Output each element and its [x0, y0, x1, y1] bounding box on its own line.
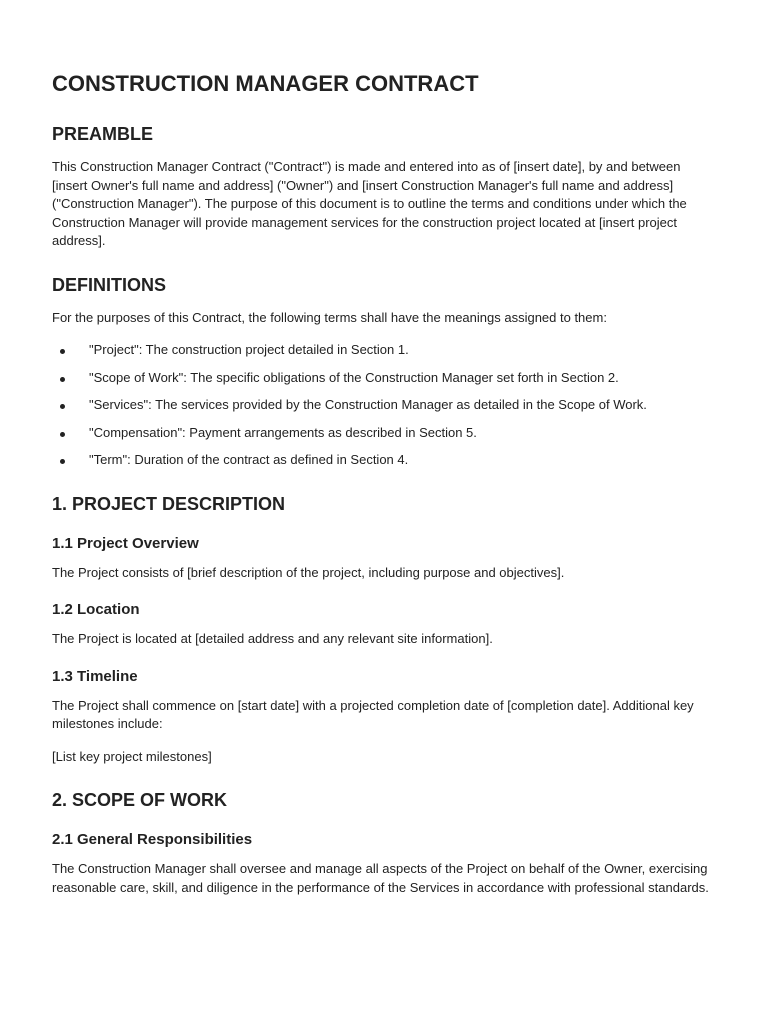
- document-title: CONSTRUCTION MANAGER CONTRACT: [52, 71, 479, 96]
- bullet-icon: [60, 349, 65, 354]
- section-2-1-heading: 2.1 General Responsibilities: [52, 831, 253, 848]
- section-1-2-heading: 1.2 Location: [52, 601, 140, 618]
- definitions-intro: For the purposes of this Contract, the following terms shall have the meanings assigned to them:: [52, 309, 607, 325]
- list-item-text: "Scope of Work": The specific obligations of the Construction Manager set forth in Section 2.: [89, 369, 619, 385]
- list-item: [52, 369, 710, 388]
- section-1-3-heading: 1.3 Timeline: [52, 667, 138, 685]
- definitions-list: [52, 341, 710, 470]
- list-item: [52, 341, 710, 360]
- list-item-text: "Project": The construction project detailed in Section 1.: [89, 342, 409, 357]
- section-1-1-text: The Project consists of [brief description of the project, including purpose and objectives].: [52, 564, 565, 580]
- section-2-heading: 2. SCOPE OF WORK: [52, 790, 228, 810]
- preamble-heading: PREAMBLE: [52, 124, 154, 144]
- section-1-heading: 1. PROJECT DESCRIPTION: [52, 493, 286, 514]
- list-item: [52, 396, 710, 415]
- bullet-icon: [60, 459, 65, 464]
- preamble-text: This Construction Manager Contract ("Contract") is made and entered into as of [insert date], by and between [insert Owner's full name and address] ("Owner") and [insert Construction Manager's full name and address] ("Construction Manager"). The purpose of this document is to outline the terms and conditions under which the Construction Manager will provide management services for the construction project located at [insert project address].: [52, 159, 687, 248]
- definitions-heading: DEFINITIONS: [52, 274, 167, 295]
- list-item-text: "Services": The services provided by the Construction Manager as detailed in the Scope of Work.: [89, 397, 647, 412]
- bullet-icon: [60, 404, 65, 409]
- section-1-1-heading: 1.1 Project Overview: [52, 534, 199, 552]
- list-item-text: "Term": Duration of the contract as defined in Section 4.: [89, 452, 409, 467]
- section-1-2-text: The Project is located at [detailed address and any relevant site information].: [52, 631, 493, 646]
- bullet-icon: [60, 377, 65, 382]
- list-item: [52, 424, 710, 443]
- section-2-1-text: The Construction Manager shall oversee and manage all aspects of the Project on behalf of the Owner, exercising reasonable care, skill, and diligence in the performance of the Services in accordance with professional standards.: [52, 861, 709, 895]
- section-1-3-text: The Project shall commence on [start date] with a projected completion date of [completion date]. Additional key milestones include:: [52, 697, 694, 731]
- section-1-3-milestones: [List key project milestones]: [52, 748, 212, 764]
- list-item: [52, 451, 710, 470]
- list-item-text: "Compensation": Payment arrangements as described in Section 5.: [89, 424, 477, 440]
- bullet-icon: [60, 432, 65, 437]
